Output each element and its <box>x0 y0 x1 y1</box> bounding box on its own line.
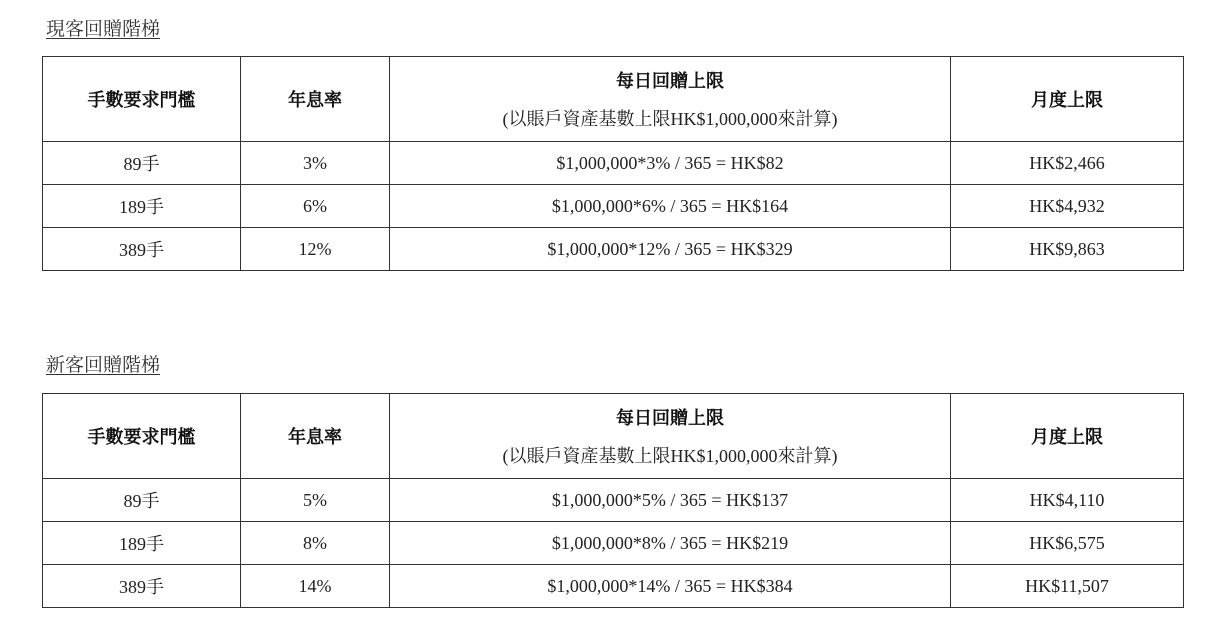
header-rate: 年息率 <box>241 394 390 479</box>
new-customer-tier-table <box>42 393 1184 608</box>
header-daily-cap-label: 每日回贈上限 <box>616 408 724 429</box>
header-daily-cap <box>390 57 951 142</box>
existing-customer-tier-table <box>42 56 1184 271</box>
table-row <box>43 228 1184 271</box>
cell-rate: 14% <box>241 565 390 608</box>
cell-threshold: 389手 <box>43 565 241 608</box>
cell-rate: 5% <box>241 479 390 522</box>
existing-customer-tier-title: 現客回贈階梯 <box>46 18 161 40</box>
cell-formula: $1,000,000*6% / 365 = HK$164 <box>390 185 951 228</box>
header-rate: 年息率 <box>241 57 390 142</box>
table-row <box>43 185 1184 228</box>
cell-formula: $1,000,000*8% / 365 = HK$219 <box>390 522 951 565</box>
cell-formula: $1,000,000*5% / 365 = HK$137 <box>390 479 951 522</box>
header-daily-cap-label: 每日回贈上限 <box>616 71 724 92</box>
cell-monthly: HK$6,575 <box>951 522 1184 565</box>
cell-rate: 3% <box>241 142 390 185</box>
new-customer-tier-title: 新客回贈階梯 <box>46 354 161 376</box>
cell-monthly: HK$9,863 <box>951 228 1184 271</box>
cell-rate: 6% <box>241 185 390 228</box>
header-daily-cap <box>390 394 951 479</box>
cell-threshold: 89手 <box>43 479 241 522</box>
cell-monthly: HK$11,507 <box>951 565 1184 608</box>
table-row <box>43 522 1184 565</box>
cell-threshold: 189手 <box>43 185 241 228</box>
cell-threshold: 89手 <box>43 142 241 185</box>
header-daily-cap-note: (以賬戶資產基數上限HK$1,000,000來計算) <box>502 446 838 466</box>
table-row <box>43 479 1184 522</box>
cell-formula: $1,000,000*3% / 365 = HK$82 <box>390 142 951 185</box>
header-threshold: 手數要求門檻 <box>43 57 241 142</box>
cell-monthly: HK$2,466 <box>951 142 1184 185</box>
cell-monthly: HK$4,110 <box>951 479 1184 522</box>
cell-formula: $1,000,000*14% / 365 = HK$384 <box>390 565 951 608</box>
header-monthly-cap: 月度上限 <box>951 57 1184 142</box>
cell-threshold: 389手 <box>43 228 241 271</box>
header-threshold: 手數要求門檻 <box>43 394 241 479</box>
cell-rate: 8% <box>241 522 390 565</box>
header-daily-cap-note: (以賬戶資產基數上限HK$1,000,000來計算) <box>502 109 838 129</box>
cell-monthly: HK$4,932 <box>951 185 1184 228</box>
header-monthly-cap: 月度上限 <box>951 394 1184 479</box>
table-header-row <box>43 57 1184 142</box>
cell-formula: $1,000,000*12% / 365 = HK$329 <box>390 228 951 271</box>
table-header-row <box>43 394 1184 479</box>
cell-rate: 12% <box>241 228 390 271</box>
cell-threshold: 189手 <box>43 522 241 565</box>
table-row <box>43 142 1184 185</box>
table-row <box>43 565 1184 608</box>
